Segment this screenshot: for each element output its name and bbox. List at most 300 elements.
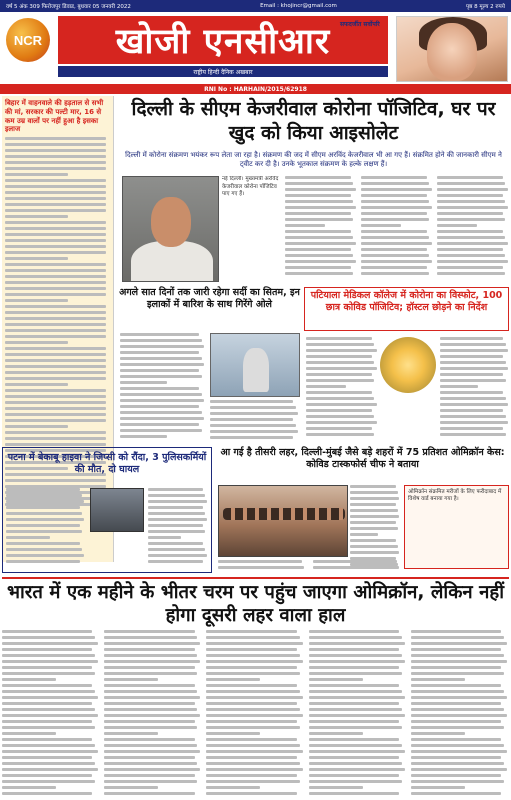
text-line: [5, 371, 106, 374]
patiala-headline[interactable]: पटियाला मेडिकल कॉलेज में कोरोना का विस्फोट, 100 छात्र कोविड पॉजिटिव; हॉस्टल छोड़ने का निर्देश: [304, 287, 509, 331]
text-line: [5, 359, 106, 362]
text-line: [440, 361, 506, 364]
text-line: [309, 630, 399, 633]
text-column: [309, 630, 407, 798]
text-line: [309, 636, 402, 639]
masthead-portrait: [396, 16, 508, 82]
bottom-story-body: [2, 630, 509, 798]
text-line: [285, 182, 353, 185]
text-line: [104, 774, 194, 777]
text-line: [437, 206, 508, 209]
text-line: [120, 363, 204, 366]
text-line: [120, 429, 202, 432]
text-column: [210, 400, 300, 442]
text-line: [411, 708, 504, 711]
text-line: [411, 678, 465, 681]
text-line: [104, 696, 200, 699]
text-line: [148, 518, 207, 521]
text-line: [411, 720, 501, 723]
patiala-body: [306, 337, 378, 443]
lead-headline[interactable]: दिल्ली के सीएम केजरीवाल कोरोना पॉजिटिव, घर पर खुद को किया आइसोलेट: [131, 98, 496, 144]
text-line: [2, 738, 92, 741]
text-line: [437, 248, 503, 251]
text-line: [437, 260, 508, 263]
text-line: [285, 194, 351, 197]
text-line: [206, 678, 260, 681]
text-line: [361, 260, 432, 263]
text-line: [5, 401, 106, 404]
text-line: [440, 427, 503, 430]
text-line: [411, 792, 501, 795]
text-line: [206, 756, 296, 759]
text-line: [6, 530, 82, 533]
text-line: [104, 786, 158, 789]
text-line: [437, 218, 505, 221]
text-line: [306, 409, 372, 412]
text-line: [148, 560, 203, 563]
text-line: [2, 696, 98, 699]
person-icon: [243, 348, 269, 392]
text-line: [6, 560, 80, 563]
text-line: [285, 260, 356, 263]
text-line: [6, 494, 82, 497]
text-line: [411, 732, 465, 735]
text-line: [306, 373, 372, 376]
text-column: [306, 337, 378, 439]
text-line: [361, 206, 432, 209]
motto: सफदर्जीत सर्वोपरि: [340, 21, 380, 28]
crowd-photo: [218, 485, 348, 557]
text-line: [309, 786, 363, 789]
text-line: [5, 443, 106, 446]
text-line: [411, 768, 507, 771]
email-info: Email : khojincr@gmail.com: [260, 3, 337, 9]
text-line: [6, 542, 80, 545]
text-line: [437, 188, 508, 191]
text-line: [306, 379, 374, 382]
text-line: [6, 554, 84, 557]
text-line: [411, 756, 501, 759]
text-line: [5, 287, 106, 290]
text-line: [206, 762, 299, 765]
text-line: [440, 433, 506, 436]
text-line: [309, 690, 402, 693]
text-line: [411, 636, 504, 639]
text-line: [309, 672, 402, 675]
text-line: [5, 365, 106, 368]
text-line: [104, 756, 194, 759]
text-line: [5, 347, 106, 350]
omicron-body-2: [218, 560, 404, 574]
text-line: [285, 236, 353, 239]
text-line: [206, 720, 296, 723]
text-line: [5, 311, 106, 314]
text-line: [5, 161, 106, 164]
text-line: [411, 714, 507, 717]
text-line: [411, 630, 501, 633]
notice-box: ओमिक्रॉन संक्रमित मरीजों के लिए फरीदाबाद में विशेष वार्ड बनाया गया है।: [404, 485, 509, 569]
text-line: [440, 397, 506, 400]
text-line: [5, 395, 106, 398]
text-line: [2, 726, 95, 729]
text-line: [440, 391, 503, 394]
text-line: [440, 355, 503, 358]
text-line: [437, 266, 503, 269]
text-line: [309, 714, 405, 717]
text-line: [5, 431, 106, 434]
text-line: [6, 524, 80, 527]
text-line: [2, 750, 98, 753]
text-line: [309, 654, 402, 657]
text-line: [104, 762, 197, 765]
text-line: [350, 533, 378, 536]
text-line: [5, 239, 106, 242]
text-line: [120, 393, 202, 396]
text-line: [5, 425, 68, 428]
text-line: [411, 648, 501, 651]
text-line: [5, 419, 106, 422]
text-line: [5, 143, 106, 146]
text-line: [148, 530, 205, 533]
text-line: [306, 349, 377, 352]
text-line: [206, 708, 299, 711]
text-line: [309, 732, 363, 735]
text-line: [120, 387, 199, 390]
text-line: [148, 506, 203, 509]
text-line: [5, 227, 106, 230]
text-line: [411, 738, 501, 741]
text-line: [104, 690, 197, 693]
text-line: [6, 488, 80, 491]
text-column: [440, 337, 509, 439]
text-line: [206, 636, 299, 639]
text-line: [104, 660, 200, 663]
rni-bar: RNI No : HARHAIN/2015/62918: [0, 84, 511, 94]
text-line: [361, 194, 427, 197]
text-line: [218, 566, 304, 569]
text-line: [350, 539, 396, 542]
text-line: [285, 176, 351, 179]
text-line: [5, 383, 68, 386]
text-line: [104, 672, 197, 675]
text-line: [350, 491, 398, 494]
text-line: [104, 780, 197, 783]
text-line: [120, 333, 199, 336]
text-line: [104, 630, 194, 633]
text-line: [411, 654, 504, 657]
text-line: [411, 666, 501, 669]
text-line: [206, 750, 302, 753]
text-line: [120, 369, 199, 372]
text-line: [361, 200, 429, 203]
text-line: [306, 421, 377, 424]
text-line: [206, 726, 299, 729]
text-line: [5, 221, 106, 224]
text-line: [120, 375, 202, 378]
text-line: [206, 732, 260, 735]
text-line: [206, 684, 296, 687]
text-line: [306, 433, 374, 436]
text-line: [5, 245, 106, 248]
text-column: [361, 176, 433, 278]
text-line: [361, 212, 427, 215]
text-line: [440, 421, 508, 424]
text-column: [120, 333, 206, 441]
text-line: [120, 339, 202, 342]
text-line: [5, 185, 106, 188]
text-line: [411, 750, 507, 753]
text-line: [2, 630, 92, 633]
text-line: [437, 212, 503, 215]
text-line: [120, 435, 167, 438]
text-line: [104, 738, 194, 741]
text-column: [6, 488, 86, 566]
price-info: पृष्ठ 8 मूल्य 2 रुपये: [466, 4, 505, 10]
text-line: [309, 750, 405, 753]
text-line: [104, 750, 200, 753]
text-line: [309, 774, 399, 777]
left-headline: बिहार में वाहनवाले की हड़ताल से सभी की मां, सरकार की पल्टी मार, 16 से कम उम्र वालों पर नहीं हुआ है इसका इलाज: [5, 99, 104, 134]
text-line: [2, 744, 95, 747]
text-line: [2, 648, 92, 651]
text-line: [440, 343, 506, 346]
text-line: [120, 417, 204, 420]
text-line: [309, 762, 402, 765]
text-line: [306, 397, 374, 400]
patna-body: [6, 488, 86, 570]
text-line: [411, 684, 501, 687]
text-line: [5, 209, 106, 212]
text-line: [5, 293, 106, 296]
text-line: [104, 648, 194, 651]
text-line: [5, 155, 106, 158]
text-line: [148, 494, 205, 497]
text-line: [5, 167, 106, 170]
text-column: [411, 630, 509, 798]
text-line: [5, 299, 68, 302]
text-line: [104, 708, 197, 711]
text-line: [285, 254, 353, 257]
text-line: [5, 413, 106, 416]
text-line: [306, 415, 374, 418]
text-line: [440, 367, 508, 370]
text-line: [2, 702, 92, 705]
text-line: [120, 345, 204, 348]
text-line: [206, 672, 299, 675]
text-line: [411, 780, 504, 783]
text-line: [5, 215, 68, 218]
text-line: [104, 642, 200, 645]
text-line: [350, 509, 398, 512]
text-line: [411, 774, 501, 777]
text-line: [437, 182, 505, 185]
text-line: [361, 248, 427, 251]
text-line: [5, 251, 106, 254]
text-line: [104, 726, 197, 729]
text-line: [411, 744, 504, 747]
text-line: [5, 137, 106, 140]
text-line: [5, 317, 106, 320]
cold-headline[interactable]: अगले सात दिनों तक जारी रहेगा सर्दी का सितम, इन इलाकों में बारिश के साथ गिरेंगे ओले: [119, 287, 300, 311]
text-line: [148, 542, 203, 545]
text-line: [104, 654, 197, 657]
text-line: [361, 266, 427, 269]
text-line: [2, 636, 95, 639]
text-line: [411, 672, 504, 675]
text-line: [361, 182, 429, 185]
text-line: [210, 424, 296, 427]
text-line: [309, 708, 402, 711]
text-line: [440, 409, 503, 412]
text-line: [120, 351, 199, 354]
text-line: [437, 236, 505, 239]
text-line: [5, 437, 106, 440]
text-line: [206, 774, 296, 777]
text-line: [411, 726, 504, 729]
text-line: [350, 527, 398, 530]
text-line: [5, 197, 106, 200]
text-line: [306, 391, 372, 394]
masthead: [0, 12, 511, 84]
crash-photo: [90, 488, 144, 532]
text-line: [6, 548, 82, 551]
text-line: [306, 343, 374, 346]
text-line: [206, 738, 296, 741]
text-line: [5, 377, 106, 380]
text-line: [437, 242, 508, 245]
text-line: [309, 660, 405, 663]
cold-photo: [210, 333, 300, 397]
text-line: [5, 257, 68, 260]
text-line: [285, 272, 353, 275]
text-line: [309, 780, 402, 783]
text-line: [411, 696, 507, 699]
text-line: [306, 385, 346, 388]
text-line: [148, 548, 205, 551]
text-line: [306, 337, 372, 340]
text-line: [104, 636, 197, 639]
text-line: [361, 272, 429, 275]
cm-photo: [122, 176, 219, 282]
text-line: [206, 702, 296, 705]
text-column: [148, 488, 208, 566]
text-line: [210, 430, 298, 433]
text-line: [285, 266, 351, 269]
newspaper-title-band: [58, 16, 388, 64]
text-line: [5, 191, 106, 194]
text-line: [309, 744, 402, 747]
text-line: [361, 188, 432, 191]
text-line: [5, 329, 106, 332]
lead-subhead: दिल्ली में कोरोना संक्रमण भयंकर रूप लेता जा रहा है। संक्रमण की जद में सीएम अरविंद केजरीवाल भी आ गए हैं। संक्रमित होने की जानकारी सीएम ने ट्वीट कर दी है। उनके भूतकाल संक्रमण के हल्के लक्षण हैं।: [125, 151, 502, 169]
text-line: [206, 780, 299, 783]
lead-byline-column: [222, 176, 282, 282]
text-column: [2, 630, 100, 798]
text-line: [350, 521, 396, 524]
text-line: [104, 666, 194, 669]
text-line: [309, 666, 399, 669]
cold-body: [120, 333, 206, 443]
text-line: [306, 355, 372, 358]
text-line: [2, 654, 95, 657]
text-line: [206, 654, 299, 657]
patna-body-2: [148, 488, 208, 570]
text-line: [120, 423, 199, 426]
text-line: [437, 200, 505, 203]
text-line: [411, 690, 504, 693]
text-line: [309, 702, 399, 705]
text-line: [285, 206, 356, 209]
patna-headline[interactable]: पटना में बेकाबू हाइवा ने जिप्सी को रौंदा, 3 पुलिसकर्मियों की मौत, दो घायल: [7, 452, 207, 476]
text-line: [411, 702, 501, 705]
text-line: [437, 176, 503, 179]
text-line: [440, 385, 478, 388]
omicron-headline[interactable]: आ गई है तीसरी लहर, दिल्ली-मुंबई जैसे बड़े शहरों में 75 प्रतिशत ओमिक्रॉन केस: कोविड टास्कफोर्स चीफ ने बताया: [220, 447, 505, 471]
virus-icon: [380, 337, 436, 393]
text-line: [2, 684, 92, 687]
text-line: [6, 506, 80, 509]
text-line: [285, 224, 325, 227]
text-line: [361, 230, 427, 233]
text-line: [285, 188, 356, 191]
text-line: [309, 648, 399, 651]
text-line: [2, 690, 95, 693]
text-line: [5, 149, 106, 152]
text-line: [2, 786, 56, 789]
text-line: [309, 792, 399, 795]
text-line: [5, 305, 106, 308]
text-line: [104, 684, 194, 687]
text-line: [206, 642, 302, 645]
text-column: [313, 560, 404, 572]
text-line: [210, 436, 293, 439]
text-line: [2, 672, 95, 675]
text-line: [306, 361, 374, 364]
text-line: [309, 720, 399, 723]
text-line: [104, 732, 158, 735]
text-line: [309, 696, 405, 699]
text-line: [350, 545, 398, 548]
text-line: [210, 412, 298, 415]
text-line: [104, 702, 194, 705]
text-line: [361, 224, 401, 227]
text-line: [350, 485, 396, 488]
text-line: [285, 200, 353, 203]
text-line: [440, 379, 506, 382]
text-column: [218, 560, 309, 572]
text-line: [104, 720, 194, 723]
text-line: [5, 389, 106, 392]
text-line: [361, 176, 427, 179]
text-line: [440, 337, 503, 340]
bottom-headline[interactable]: भारत में एक महीने के भीतर चरम पर पहुंच जाएगा ओमिक्रॉन, लेकिन नहीं होगा दूसरी लहर वाला हाल: [2, 577, 509, 627]
text-line: [411, 660, 507, 663]
text-line: [5, 341, 68, 344]
text-line: [361, 242, 432, 245]
newspaper-title: खोजी एनसीआर: [115, 21, 331, 62]
text-line: [5, 263, 106, 266]
top-strip: [0, 0, 511, 12]
text-line: [309, 738, 399, 741]
text-line: [120, 405, 199, 408]
text-line: [206, 792, 296, 795]
text-line: [437, 254, 505, 257]
text-line: [148, 488, 203, 491]
text-line: [411, 642, 507, 645]
text-line: [2, 678, 56, 681]
text-line: [309, 684, 399, 687]
text-line: [2, 774, 92, 777]
